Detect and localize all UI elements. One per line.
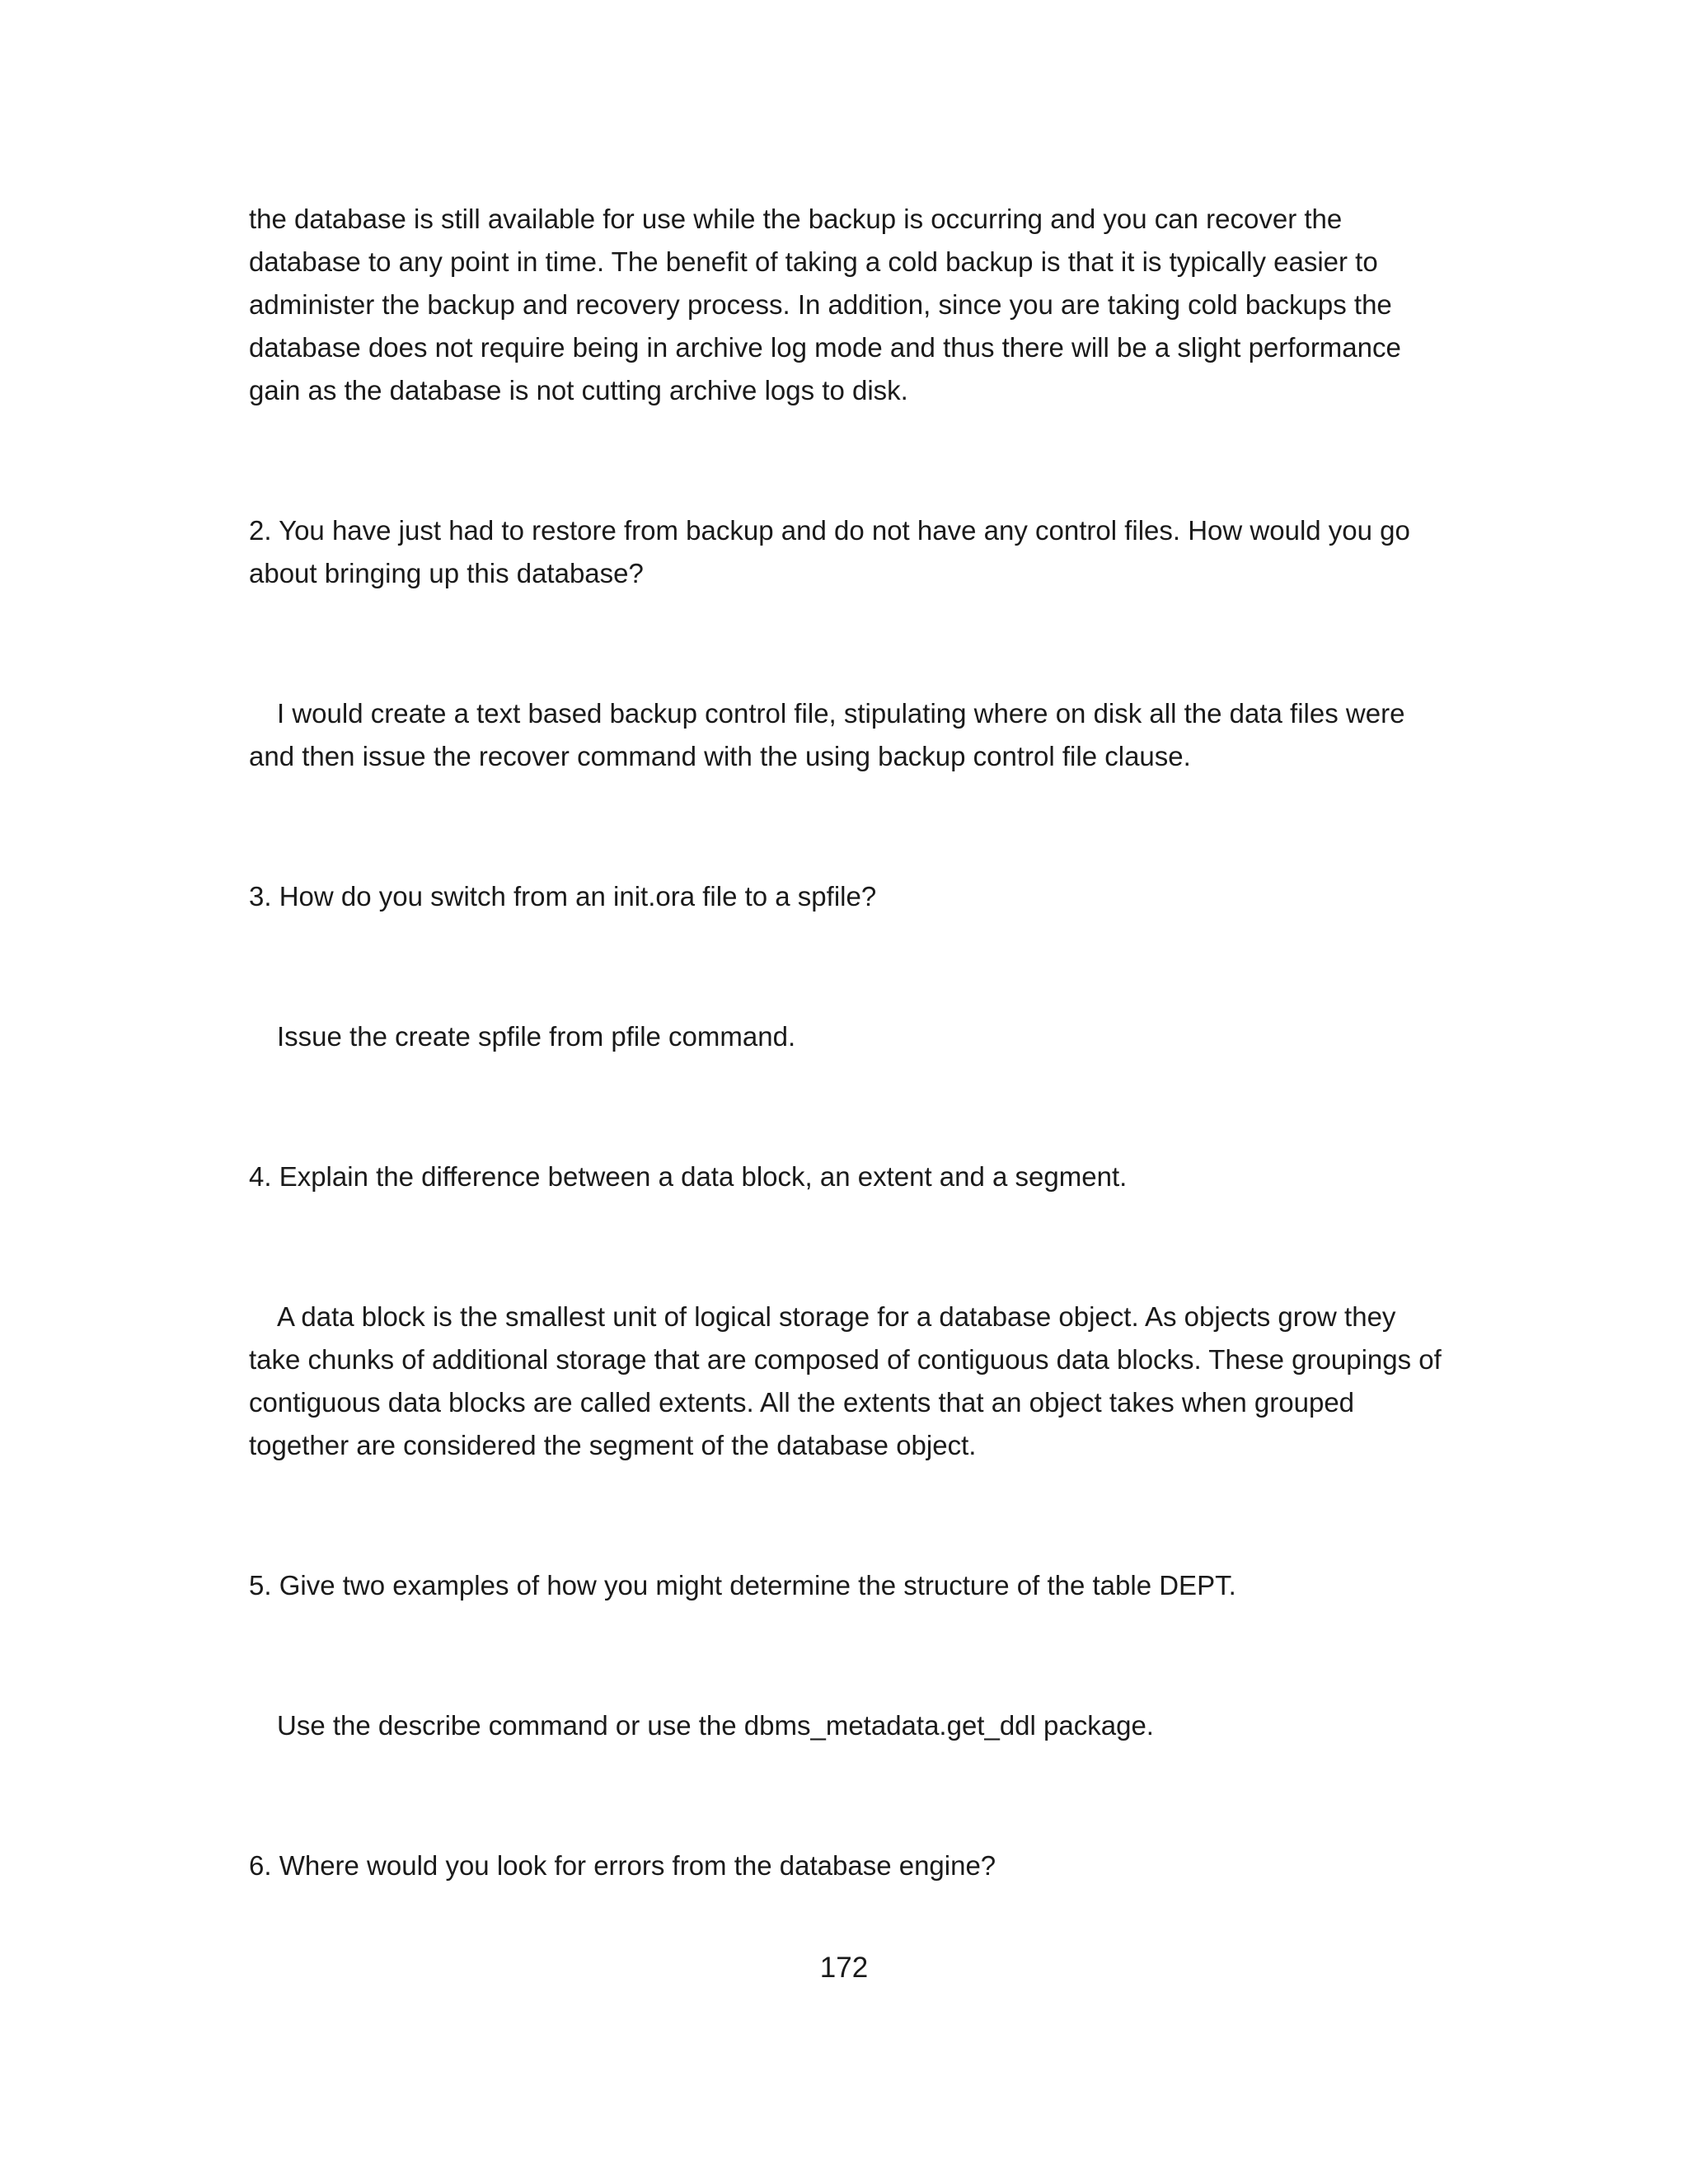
question-2: 2. You have just had to restore from backup and do not have any control files. How would you go about bringing up this database? — [249, 515, 1410, 588]
question-3: 3. How do you switch from an init.ora file to a spfile? — [249, 881, 877, 912]
spacer — [249, 412, 1452, 509]
spacer — [249, 595, 1452, 692]
answer-3: Issue the create spfile from pfile command. — [277, 1021, 796, 1052]
spacer — [249, 918, 1452, 1015]
spacer — [249, 1607, 1452, 1704]
question-5: 5. Give two examples of how you might determine the structure of the table DEPT. — [249, 1570, 1236, 1601]
spacer — [249, 1467, 1452, 1564]
spacer — [249, 1747, 1452, 1844]
question-6: 6. Where would you look for errors from the database engine? — [249, 1850, 996, 1881]
page-number: 172 — [819, 1952, 869, 1984]
page-content — [249, 198, 1452, 1887]
paragraph-cold-backup-continuation: the database is still available for use while the backup is occurring and you can recover the database to any point in time. The benefit of taking a cold backup is that it is typically easier to administer the backup and recovery process. In addition, since you are taking cold backups the database does not require being in archive log mode and thus there will be a slight performance gain as the database is not cutting archive logs to disk. — [249, 204, 1401, 405]
spacer — [249, 1058, 1452, 1155]
spacer — [249, 778, 1452, 875]
answer-2: I would create a text based backup control file, stipulating where on disk all the data files were and then issue the recover command with the using backup control file clause. — [249, 698, 1405, 771]
answer-5: Use the describe command or use the dbms_metadata.get_ddl package. — [277, 1710, 1154, 1741]
spacer — [249, 1198, 1452, 1296]
question-4: 4. Explain the difference between a data block, an extent and a segment. — [249, 1161, 1128, 1192]
answer-4: A data block is the smallest unit of logical storage for a database object. As objects grow they take chunks of additional storage that are composed of contiguous data blocks. These groupings of contiguous data blocks are called extents. All the extents that an object takes when grouped together are considered the segment of the database object. — [249, 1301, 1442, 1460]
